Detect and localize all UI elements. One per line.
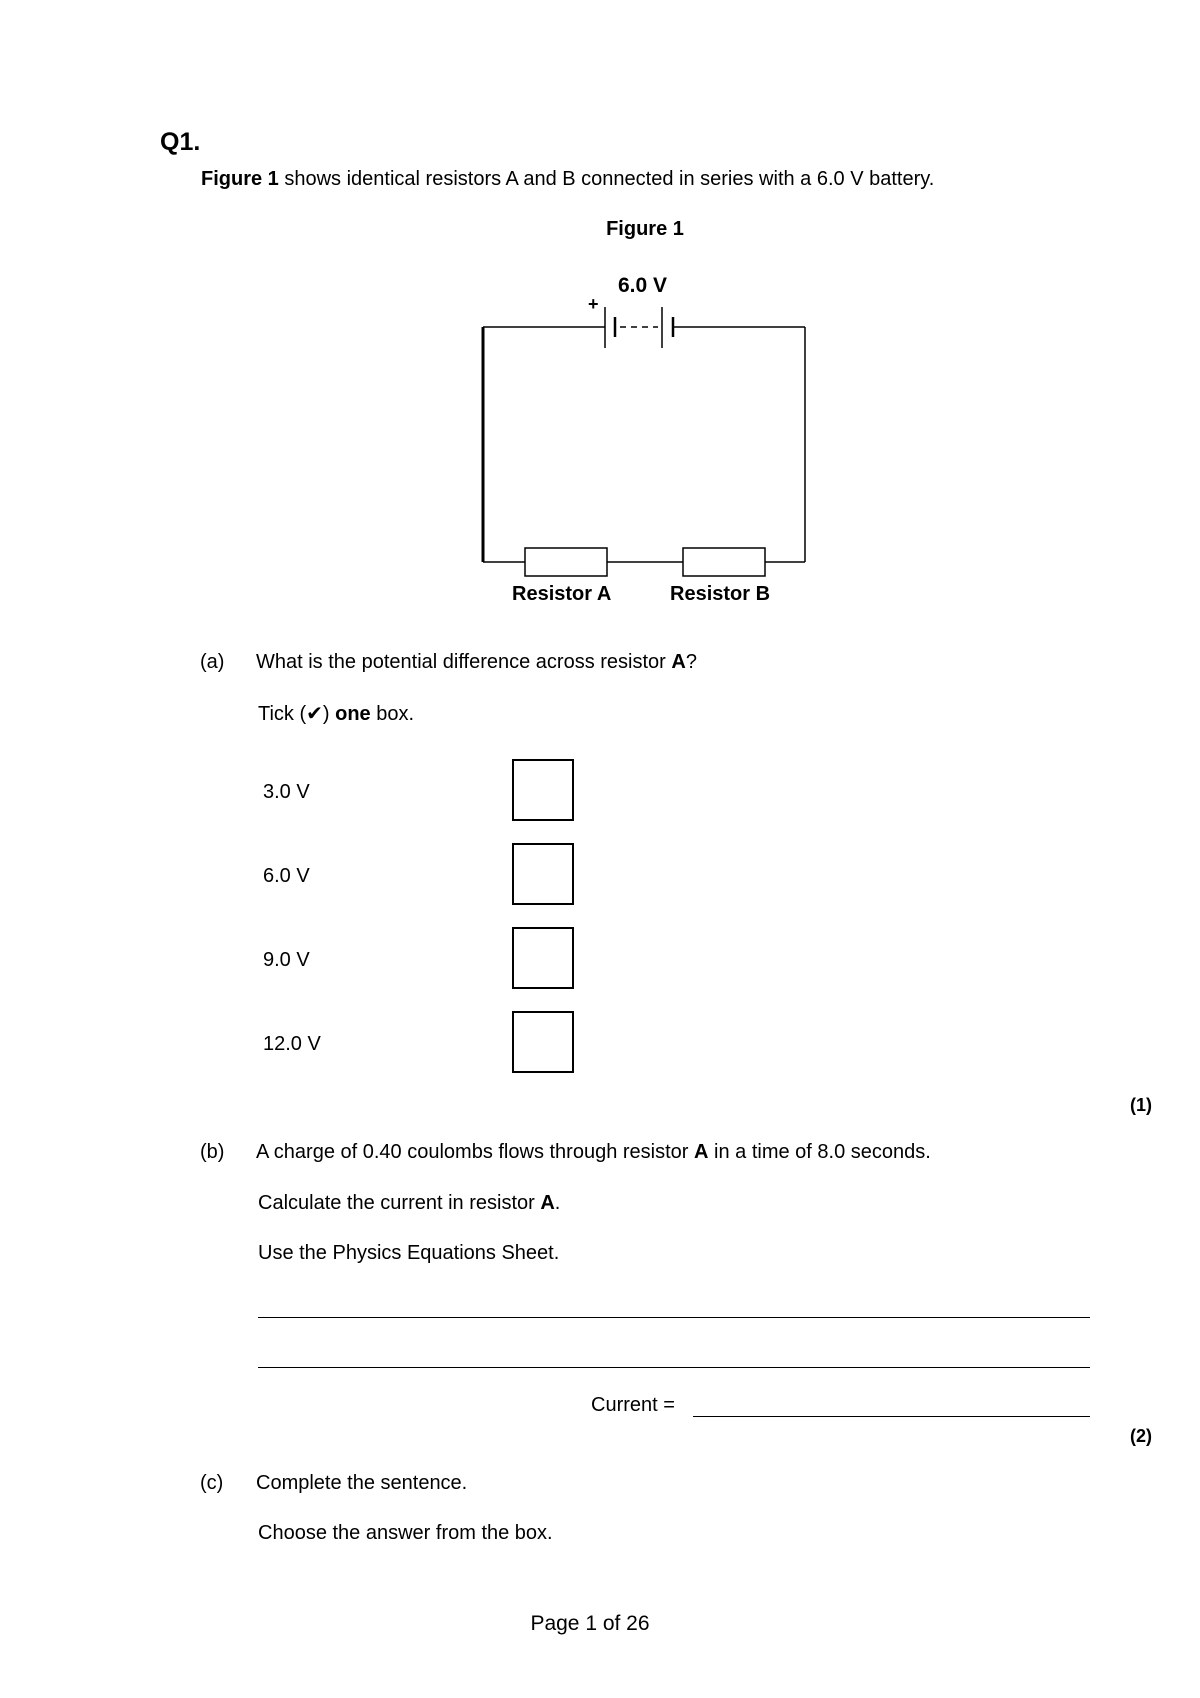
current-answer-label: Current = bbox=[591, 1394, 675, 1416]
part-a-question-prefix: What is the potential difference across resistor bbox=[256, 651, 672, 673]
option-label-3v: 3.0 V bbox=[263, 781, 310, 803]
figure-caption: Figure 1 bbox=[606, 218, 684, 240]
circuit-diagram bbox=[470, 265, 815, 620]
resistor-b bbox=[683, 548, 765, 576]
part-a-question-bold: A bbox=[671, 651, 686, 673]
intro-text: shows identical resistors A and B connected in series with a 6.0 V battery. bbox=[278, 168, 935, 190]
part-a-marks: (1) bbox=[1130, 1095, 1152, 1115]
option-label-9v: 9.0 V bbox=[263, 949, 310, 971]
question-number: Q1. bbox=[160, 128, 201, 156]
option-label-12v: 12.0 V bbox=[263, 1033, 321, 1055]
part-b-calc bbox=[258, 1192, 560, 1215]
part-a-question-suffix: ? bbox=[685, 651, 697, 673]
part-b-statement bbox=[256, 1141, 931, 1164]
part-a-label: (a) bbox=[200, 651, 225, 673]
part-a-instruction-prefix: Tick ( bbox=[258, 703, 307, 725]
resistor-b-label: Resistor B bbox=[670, 583, 771, 605]
part-b-calc-suffix: . bbox=[554, 1192, 561, 1214]
part-a-question bbox=[256, 651, 697, 674]
current-answer-line[interactable] bbox=[693, 1416, 1090, 1417]
battery-label: 6.0 V bbox=[618, 274, 668, 297]
part-c-instruction: Complete the sentence. bbox=[256, 1472, 468, 1494]
tick-box-12v[interactable] bbox=[512, 1011, 574, 1073]
intro-figure-ref: Figure 1 bbox=[201, 168, 279, 190]
working-line-2[interactable] bbox=[258, 1367, 1090, 1368]
part-c-choose: Choose the answer from the box. bbox=[258, 1522, 553, 1544]
part-b-statement-suffix: in a time of 8.0 seconds. bbox=[708, 1141, 931, 1163]
part-b-statement-bold: A bbox=[694, 1141, 709, 1163]
resistor-a bbox=[525, 548, 607, 576]
working-line-1[interactable] bbox=[258, 1317, 1090, 1318]
battery-plus-sign: + bbox=[588, 294, 599, 314]
part-a-instruction-bold: one bbox=[335, 703, 371, 725]
part-b-calc-bold: A bbox=[540, 1192, 555, 1214]
tick-symbol: ✔ bbox=[306, 703, 323, 725]
tick-box-9v[interactable] bbox=[512, 927, 574, 989]
part-a-instruction bbox=[258, 701, 414, 726]
part-b-use-sheet: Use the Physics Equations Sheet. bbox=[258, 1242, 560, 1264]
tick-box-3v[interactable] bbox=[512, 759, 574, 821]
part-a-instruction-mid: ) bbox=[322, 703, 336, 725]
part-c-label: (c) bbox=[200, 1472, 224, 1494]
part-b-label: (b) bbox=[200, 1141, 225, 1163]
question-intro bbox=[201, 168, 934, 191]
part-b-calc-prefix: Calculate the current in resistor bbox=[258, 1192, 541, 1214]
option-label-6v: 6.0 V bbox=[263, 865, 310, 887]
page-number: Page 1 of 26 bbox=[530, 1612, 650, 1635]
part-b-marks: (2) bbox=[1130, 1426, 1152, 1446]
tick-box-6v[interactable] bbox=[512, 843, 574, 905]
part-a-instruction-suffix: box. bbox=[370, 703, 415, 725]
resistor-a-label: Resistor A bbox=[512, 583, 612, 605]
part-b-statement-prefix: A charge of 0.40 coulombs flows through resistor bbox=[256, 1141, 695, 1163]
